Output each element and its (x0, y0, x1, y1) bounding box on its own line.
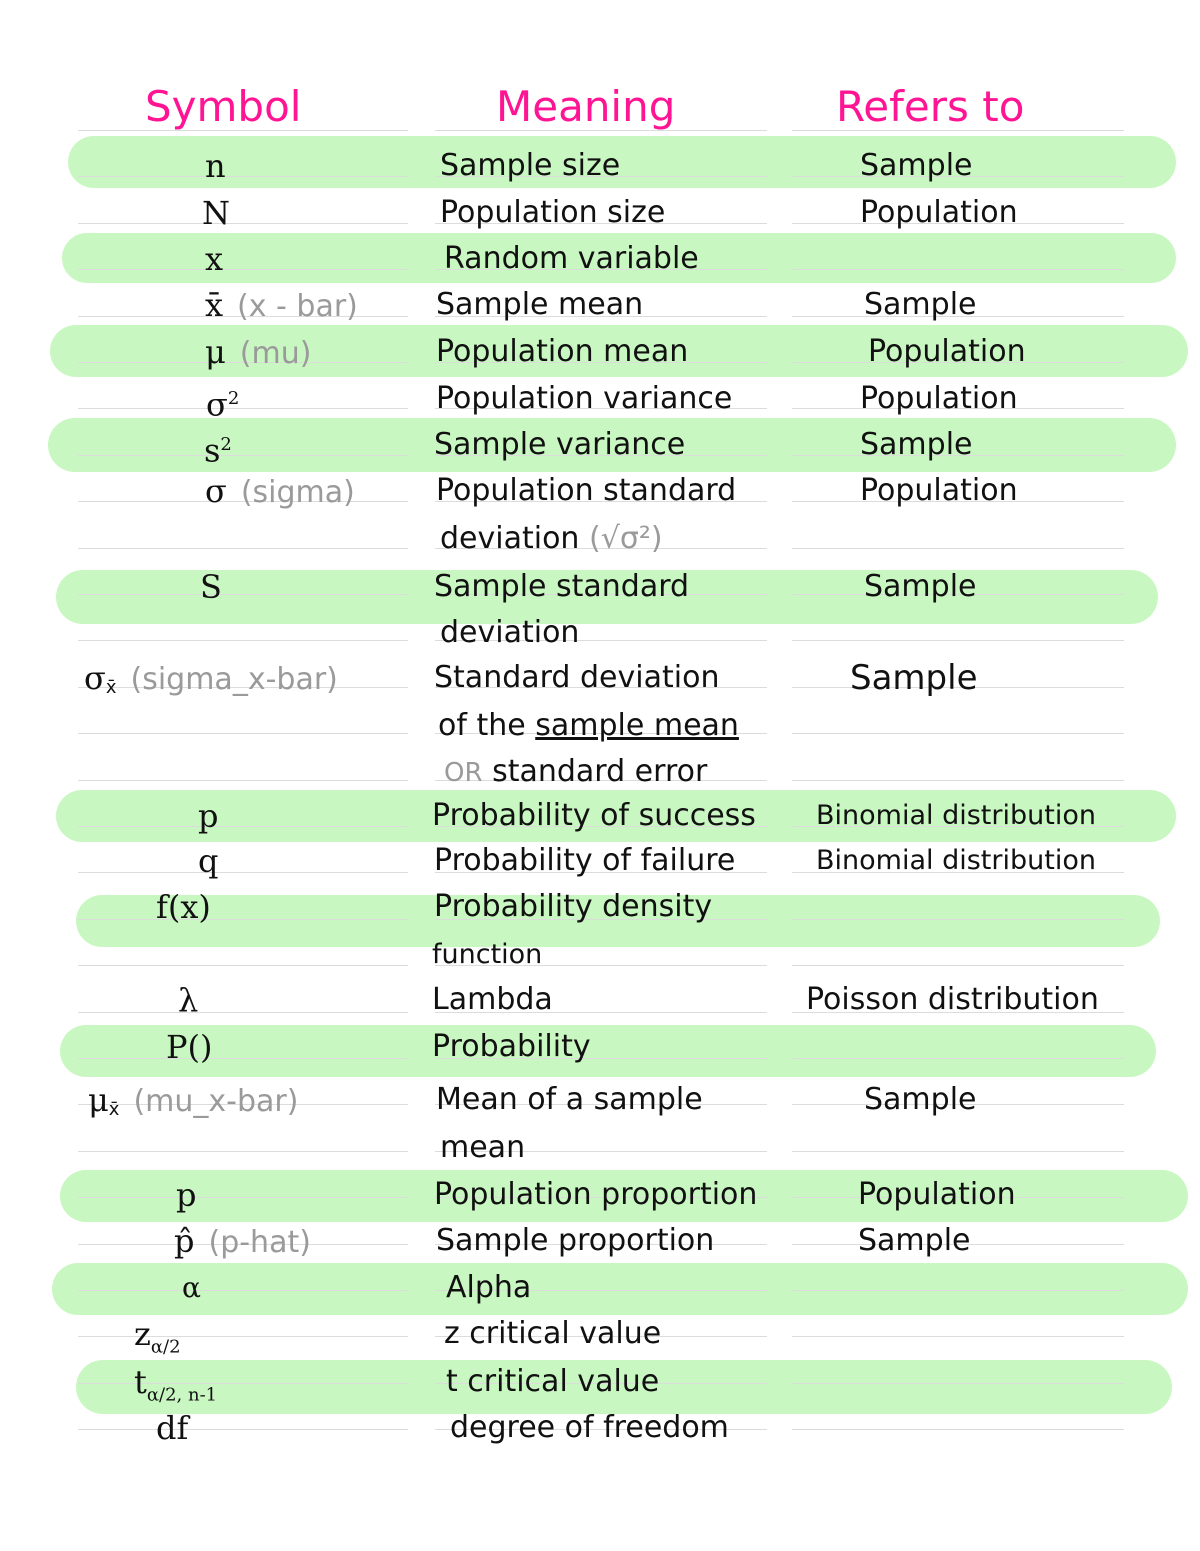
table-row (0, 236, 1200, 282)
symbol-glyph: σ (84, 659, 106, 697)
meaning-cell: degree of freedom (450, 1410, 729, 1445)
meaning-text: of the (438, 708, 526, 743)
symbol-cell: N (202, 194, 230, 232)
symbol-cell: df (156, 1409, 189, 1447)
table-row (0, 977, 1200, 1023)
refers-cell: Sample (850, 658, 978, 698)
table-row (0, 376, 1200, 422)
meaning-cell: t critical value (446, 1364, 660, 1399)
meaning-cell-line3 (444, 749, 707, 796)
symbol-superscript: 2 (220, 434, 232, 455)
meaning-cell: Standard deviation (434, 660, 720, 695)
symbol-cell (205, 329, 311, 381)
symbol-cell: S (200, 568, 222, 606)
meaning-cell: Random variable (444, 241, 699, 276)
refers-cell: Population (860, 195, 1018, 230)
header-refers-to: Refers to (836, 82, 1025, 131)
table-row (0, 282, 1200, 328)
table-row (0, 1359, 1200, 1405)
refers-cell: Sample (864, 569, 977, 604)
meaning-text: standard error (492, 754, 708, 789)
refers-cell: Population (860, 381, 1018, 416)
meaning-cell: Population proportion (434, 1177, 758, 1212)
refers-cell: Sample (858, 1223, 971, 1258)
refers-cell: Sample (864, 1082, 977, 1117)
symbol-cell: P() (166, 1028, 213, 1066)
symbol-glyph: μ (88, 1081, 109, 1119)
table-row (0, 1405, 1200, 1451)
symbol-cell: x (205, 240, 224, 278)
meaning-cell: Sample proportion (436, 1223, 715, 1258)
meaning-cell: z critical value (444, 1316, 662, 1351)
refers-cell: Sample (864, 287, 977, 322)
refers-cell: Population (858, 1177, 1016, 1212)
table-row (0, 1024, 1200, 1070)
table-row (0, 422, 1200, 468)
symbol-cell (84, 655, 338, 711)
meaning-cell: Population variance (436, 381, 733, 416)
table-row (0, 1218, 1200, 1264)
symbol-note: (mu_x-bar) (133, 1084, 299, 1119)
meaning-cell: Population size (440, 195, 666, 230)
symbol-note: (sigma) (240, 475, 355, 510)
header-symbol: Symbol (145, 82, 302, 131)
refers-cell: Population (868, 334, 1026, 369)
refers-cell: Binomial distribution (816, 845, 1096, 876)
table-row (0, 143, 1200, 189)
refers-cell: Population (860, 473, 1018, 508)
meaning-cell: Probability of failure (434, 843, 736, 878)
meaning-cell: Probability of success (432, 798, 756, 833)
symbol-cell: q (198, 842, 219, 880)
meaning-cell: Alpha (446, 1270, 532, 1305)
symbol-superscript: 2 (227, 388, 240, 409)
table-row (0, 1265, 1200, 1311)
symbol-subscript: x̄ (108, 1099, 120, 1121)
table-row (0, 1311, 1200, 1357)
meaning-cell: Population mean (436, 334, 689, 369)
symbol-cell (174, 1218, 311, 1270)
symbol-note: (x - bar) (237, 289, 358, 324)
symbol-cell: n (205, 147, 226, 185)
symbol-glyph: μ (205, 333, 226, 371)
symbol-glyph: s (204, 431, 221, 470)
table-row (0, 838, 1200, 884)
table-row (0, 655, 1200, 795)
meaning-cell: Mean of a sample (436, 1082, 703, 1117)
symbol-cell (88, 1077, 298, 1133)
table-row (0, 190, 1200, 236)
table-row (0, 884, 1200, 976)
symbol-cell: p (176, 1176, 197, 1214)
symbol-glyph: z (134, 1315, 151, 1353)
refers-cell: Sample (860, 148, 973, 183)
meaning-cell-line2: function (432, 939, 543, 970)
meaning-or: OR (444, 758, 483, 788)
refers-cell: Poisson distribution (806, 982, 1099, 1017)
meaning-cell: Lambda (432, 982, 553, 1017)
meaning-cell: Sample size (440, 148, 621, 183)
symbol-note: (sigma_x-bar) (130, 662, 338, 697)
table-row (0, 329, 1200, 375)
meaning-cell-line2 (440, 516, 663, 562)
table-row (0, 1077, 1200, 1169)
symbol-note: (p-hat) (208, 1225, 311, 1260)
symbol-cell (205, 282, 358, 334)
symbol-cell: p (198, 797, 219, 835)
symbol-glyph: p̂ (174, 1222, 195, 1260)
table-row (0, 564, 1200, 656)
symbol-subscript: α/2, n-1 (146, 1384, 218, 1406)
header-meaning: Meaning (496, 82, 676, 131)
symbol-cell (204, 422, 232, 474)
meaning-cell-line2: deviation (440, 615, 580, 650)
meaning-text: deviation (440, 521, 580, 556)
symbol-subscript: x̄ (105, 677, 117, 699)
symbol-cell (206, 376, 239, 428)
meaning-cell: Sample variance (434, 427, 686, 462)
symbol-glyph: x̄ (205, 286, 224, 324)
table-row (0, 468, 1200, 560)
meaning-cell: Sample mean (436, 287, 644, 322)
meaning-note: (√σ²) (589, 521, 663, 556)
symbol-glyph: t (134, 1363, 147, 1401)
symbol-subscript: α/2 (150, 1336, 181, 1358)
table-row (0, 1172, 1200, 1218)
symbol-glyph: σ (206, 385, 228, 424)
refers-cell: Sample (860, 427, 973, 462)
meaning-cell: Sample standard (434, 569, 690, 604)
meaning-cell: Probability (432, 1029, 591, 1064)
refers-cell: Binomial distribution (816, 800, 1096, 831)
meaning-cell: Probability density (434, 889, 713, 924)
symbol-note: (mu) (239, 336, 312, 371)
meaning-cell: Population standard (436, 473, 737, 508)
meaning-cell-line2 (438, 703, 739, 749)
symbol-glyph: σ (205, 472, 227, 510)
meaning-cell-line2: mean (440, 1130, 526, 1165)
meaning-underlined: sample mean (535, 708, 739, 743)
symbol-cell: f(x) (156, 888, 211, 926)
symbol-cell: λ (178, 981, 199, 1019)
table-row (0, 793, 1200, 839)
symbol-cell (205, 468, 355, 520)
symbol-cell: α (182, 1271, 201, 1304)
